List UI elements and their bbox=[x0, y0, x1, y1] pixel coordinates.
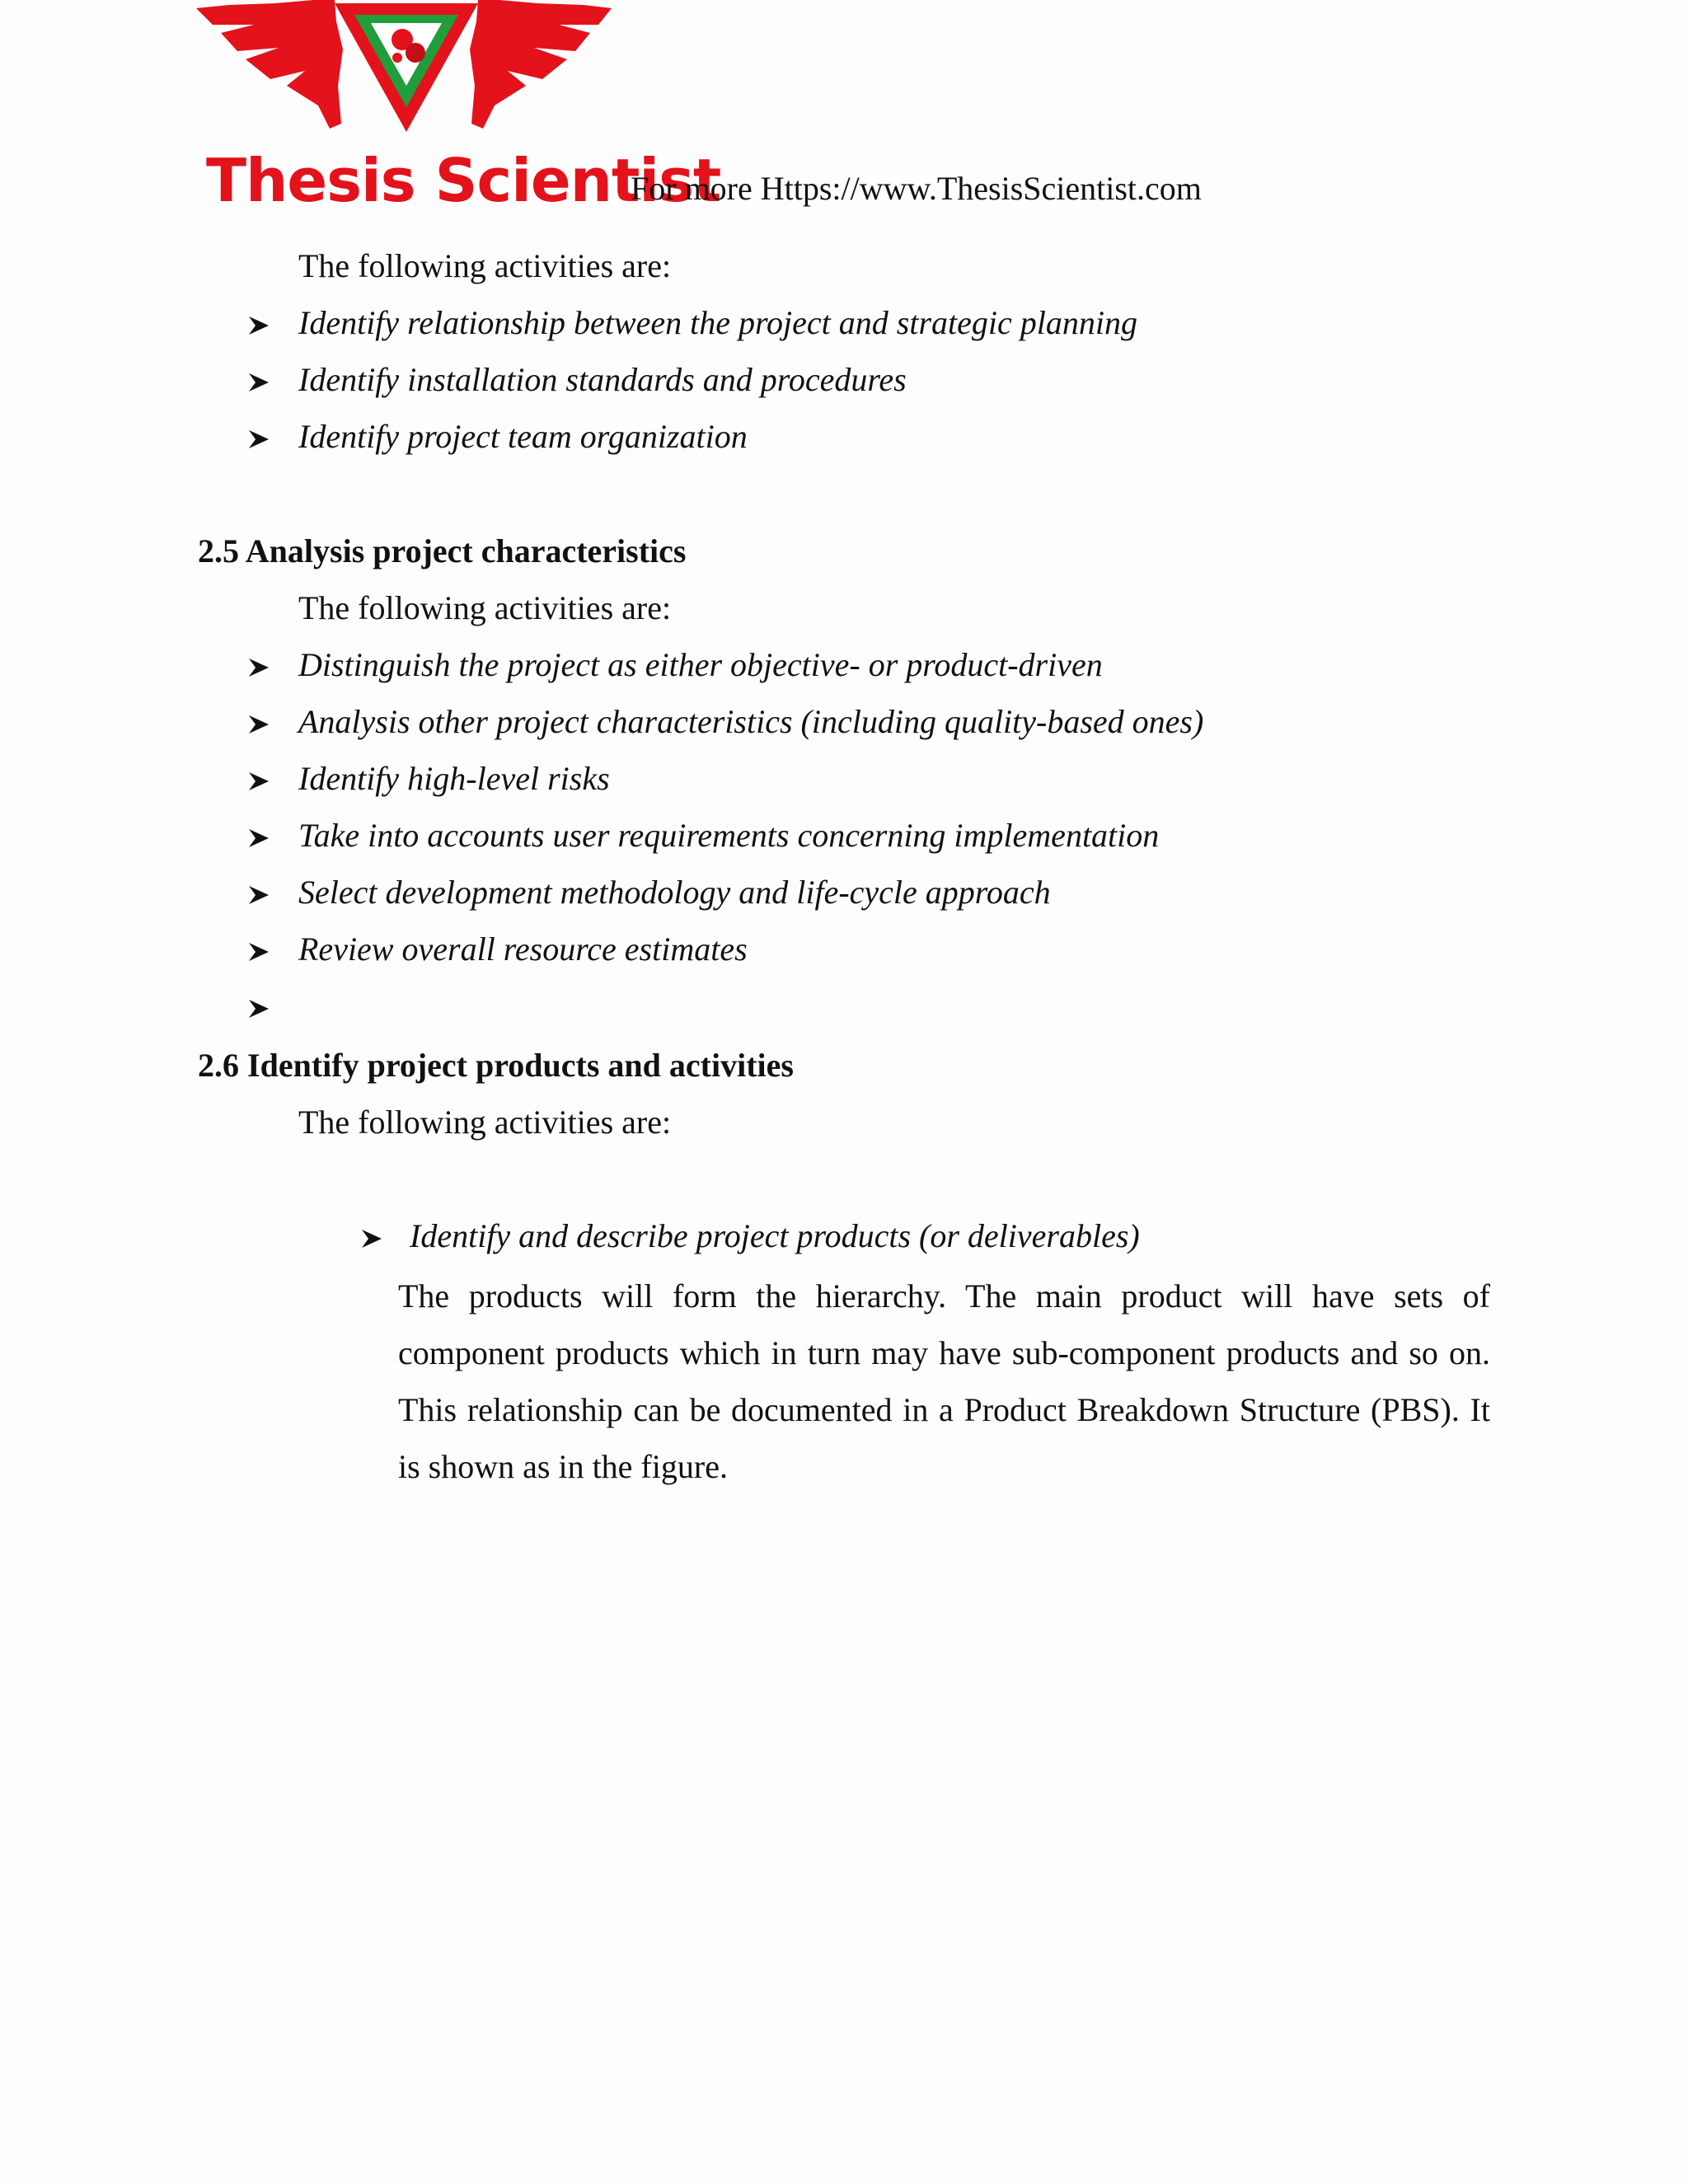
arrow-bullet-icon bbox=[247, 372, 270, 393]
arrow-bullet-icon bbox=[247, 941, 270, 963]
intro-text: The following activities are: bbox=[298, 589, 672, 626]
list-item-text: Identify installation standards and procedures bbox=[298, 361, 907, 398]
list-item-text: Analysis other project characteristics (including quality-based ones) bbox=[298, 703, 1204, 740]
arrow-bullet-icon bbox=[247, 771, 270, 792]
page-header bbox=[196, 0, 1268, 223]
website-link[interactable]: For more Https://www.ThesisScientist.com bbox=[631, 170, 1202, 207]
list-item-text: Identify project team organization bbox=[298, 418, 748, 455]
list-item-text: Take into accounts user requirements concerning implementation bbox=[298, 817, 1160, 854]
thesis-scientist-logo bbox=[196, 0, 721, 216]
intro-text: The following activities are: bbox=[298, 1104, 672, 1141]
list-item-text: Identify high-level risks bbox=[298, 760, 610, 797]
arrow-bullet-icon bbox=[247, 884, 270, 906]
list-item-text: Identify relationship between the project and strategic planning bbox=[298, 304, 1137, 341]
section-heading: 2.5 Analysis project characteristics bbox=[198, 532, 687, 569]
list-item-text: Distinguish the project as either objective- or product-driven bbox=[298, 646, 1103, 683]
list-item-text: Select development methodology and life-cycle approach bbox=[298, 874, 1051, 911]
section-heading: 2.6 Identify project products and activities bbox=[198, 1047, 794, 1084]
arrow-bullet-icon bbox=[247, 998, 270, 1019]
list-item-text: Identify and describe project products (or deliverables) bbox=[410, 1217, 1140, 1254]
arrow-bullet-icon bbox=[360, 1228, 383, 1249]
body-paragraph: The products will form the hierarchy. The main product will have sets of component products which in turn may have sub-component products and so on. This relationship can be documented in a Product Breakdown Structure (PBS). It is shown as in the figure. bbox=[398, 1277, 1490, 1485]
arrow-bullet-icon bbox=[247, 657, 270, 678]
logo-wordmark: Thesis Scientist bbox=[206, 146, 721, 215]
intro-text: The following activities are: bbox=[298, 247, 672, 284]
arrow-bullet-icon bbox=[247, 714, 270, 735]
arrow-bullet-icon bbox=[247, 315, 270, 336]
arrow-bullet-icon bbox=[247, 429, 270, 450]
arrow-bullet-icon bbox=[247, 827, 270, 849]
list-item-text: Review overall resource estimates bbox=[298, 930, 748, 968]
